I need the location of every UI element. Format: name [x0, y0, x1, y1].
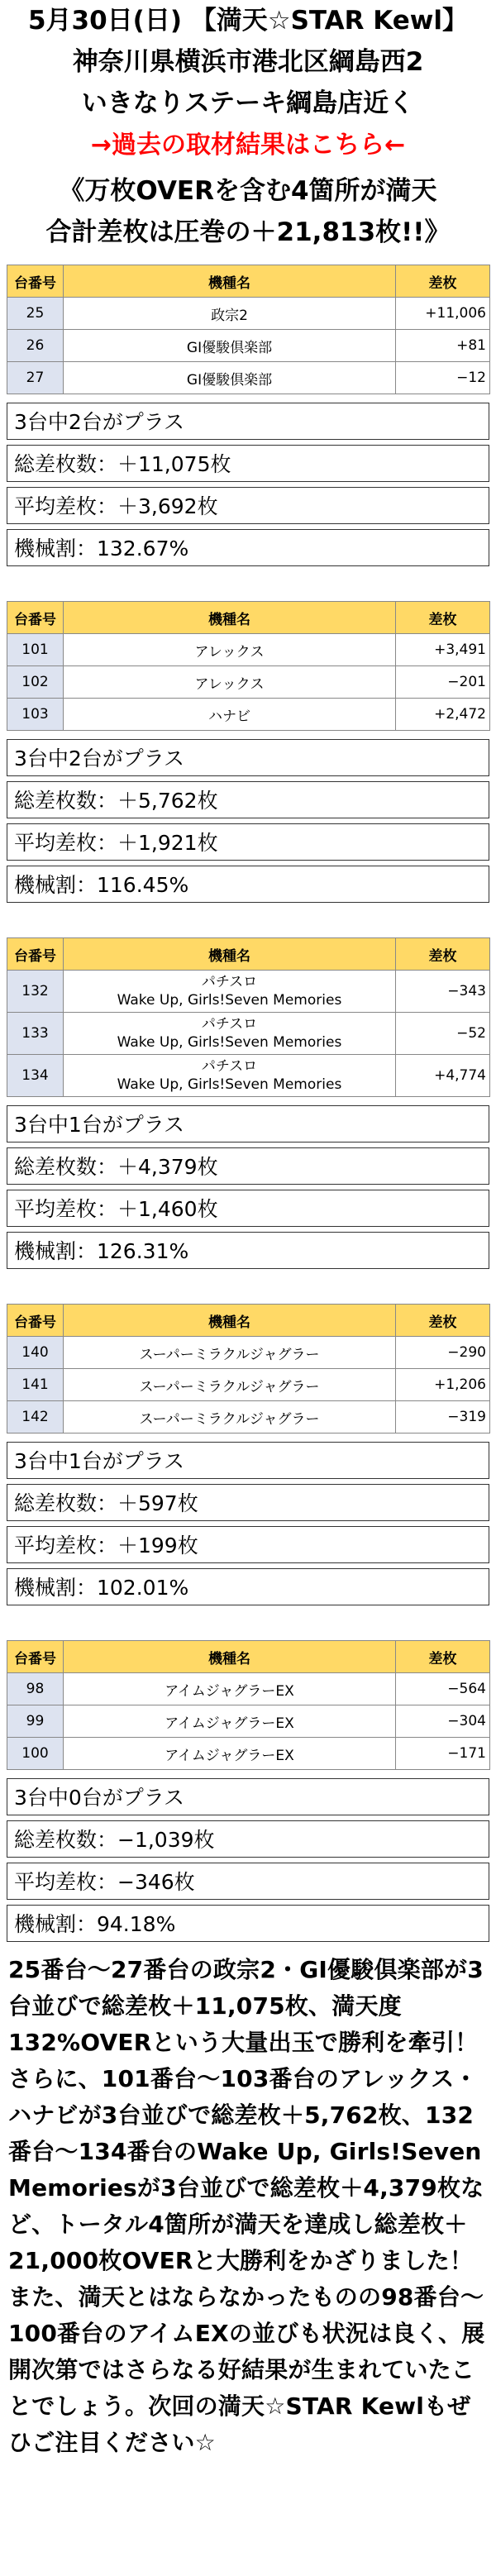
machine-diff: +81	[396, 330, 490, 362]
machine-name-line-2: Wake Up, Girls!Seven Memories	[117, 992, 342, 1009]
payout-rate: 機械割：102.01%	[7, 1568, 489, 1605]
machine-number: 103	[7, 699, 64, 731]
machine-number: 98	[7, 1673, 64, 1705]
col-header-diff: 差枚	[396, 602, 490, 634]
machine-name: 政宗2	[64, 298, 396, 330]
machine-number: 133	[7, 1013, 64, 1055]
average-diff: 平均差枚：＋199枚	[7, 1526, 489, 1563]
machine-diff: +11,006	[396, 298, 490, 330]
machine-name: アレックス	[64, 666, 396, 699]
machine-name	[64, 1055, 396, 1097]
machine-name: スーパーミラクルジャグラー	[64, 1401, 396, 1433]
machine-name: スーパーミラクルジャグラー	[64, 1369, 396, 1401]
summary-text: 25番台〜27番台の政宗2・GⅠ優駿倶楽部が3台並びで総差枚＋11,075枚、満天度132%OVERという大量出玉で勝利を牽引！さらに、101番台〜103番台のアレックス・ハナビが3台並びで総差枚＋5,762枚、132番台〜134番台のWake Up, Girls!Seven Memoriesが3台並びで総差枚＋4,379枚など、トータル4箇所が満天を達成し総差枚＋21,000枚OVERと大勝利をかざりました！また、満天とはならなかったものの98番台〜100番台のアイムEXの並びも状況は良く、展開次第ではさらなる好結果が生まれていたことでしょう。次回の満天☆STAR Kewlもぜひご注目ください☆	[8, 1956, 485, 2456]
machine-diff: −290	[396, 1337, 490, 1369]
payout-rate: 機械割：116.45%	[7, 866, 489, 903]
machine-diff: −564	[396, 1673, 490, 1705]
machine-diff: −52	[396, 1013, 490, 1055]
plus-count: 3台中1台がプラス	[7, 1442, 489, 1479]
machine-number: 101	[7, 634, 64, 666]
payout-rate: 機械割：132.67%	[7, 529, 489, 566]
machine-name: ハナビ	[64, 699, 396, 731]
table-row	[7, 1401, 490, 1433]
plus-count: 3台中1台がプラス	[7, 1105, 489, 1143]
machine-table	[7, 937, 490, 1097]
average-diff: 平均差枚：＋3,692枚	[7, 487, 489, 524]
machine-diff: +2,472	[396, 699, 490, 731]
col-header-no: 台番号	[7, 265, 64, 298]
machine-number: 134	[7, 1055, 64, 1097]
event-header	[7, 0, 489, 124]
table-header-row	[7, 602, 490, 634]
machine-name	[64, 971, 396, 1013]
table-row	[7, 1673, 490, 1705]
table-row	[7, 1705, 490, 1738]
average-diff: 平均差枚：−346枚	[7, 1863, 489, 1900]
col-header-diff: 差枚	[396, 1641, 490, 1673]
plus-count: 3台中2台がプラス	[7, 739, 489, 776]
table-row	[7, 1013, 490, 1055]
table-row	[7, 666, 490, 699]
machine-number: 25	[7, 298, 64, 330]
plus-count: 3台中0台がプラス	[7, 1778, 489, 1815]
total-diff: 総差枚数：＋5,762枚	[7, 781, 489, 818]
table-row	[7, 699, 490, 731]
col-header-diff: 差枚	[396, 1305, 490, 1337]
machine-number: 141	[7, 1369, 64, 1401]
machine-diff: −343	[396, 971, 490, 1013]
plus-count: 3台中2台がプラス	[7, 403, 489, 440]
machine-name-line-1: パチスロ	[201, 974, 258, 990]
machine-table	[7, 601, 490, 731]
table-row	[7, 330, 490, 362]
table-row	[7, 634, 490, 666]
machine-table	[7, 265, 490, 394]
machine-name	[64, 1013, 396, 1055]
total-diff: 総差枚数：＋597枚	[7, 1484, 489, 1521]
past-results-link[interactable]: →過去の取材結果はこちら←	[90, 131, 406, 160]
machine-name: アイムジャグラーEX	[64, 1738, 396, 1770]
machine-name: GI優駿倶楽部	[64, 330, 396, 362]
payout-rate: 機械割：94.18%	[7, 1905, 489, 1942]
event-date-title: 5月30日(日) 【満天☆STAR Kewl】	[27, 6, 469, 36]
result-headline	[7, 170, 489, 253]
machine-number: 27	[7, 362, 64, 394]
total-diff: 総差枚数：−1,039枚	[7, 1820, 489, 1858]
machine-number: 99	[7, 1705, 64, 1738]
col-header-name: 機種名	[64, 265, 396, 298]
table-row	[7, 971, 490, 1013]
machine-name: アイムジャグラーEX	[64, 1673, 396, 1705]
col-header-name: 機種名	[64, 1305, 396, 1337]
table-row	[7, 1369, 490, 1401]
col-header-diff: 差枚	[396, 265, 490, 298]
col-header-no: 台番号	[7, 1305, 64, 1337]
event-address: 神奈川県横浜市港北区綱島西2	[72, 47, 424, 77]
table-header-row	[7, 938, 490, 971]
col-header-no: 台番号	[7, 938, 64, 971]
col-header-no: 台番号	[7, 1641, 64, 1673]
machine-table	[7, 1640, 490, 1770]
machine-diff: −319	[396, 1401, 490, 1433]
machine-diff: −201	[396, 666, 490, 699]
machine-number: 26	[7, 330, 64, 362]
table-row	[7, 1738, 490, 1770]
total-diff: 総差枚数：＋4,379枚	[7, 1147, 489, 1185]
event-landmark: いきなりステーキ綱島店近く	[81, 88, 415, 118]
table-row	[7, 362, 490, 394]
machine-number: 140	[7, 1337, 64, 1369]
machine-diff: −12	[396, 362, 490, 394]
table-header-row	[7, 1305, 490, 1337]
payout-rate: 機械割：126.31%	[7, 1232, 489, 1269]
headline-line-2: 合計差枚は圧巻の＋21,813枚!!》	[45, 217, 451, 247]
machine-name-line-1: パチスロ	[201, 1058, 258, 1075]
machine-name: アイムジャグラーEX	[64, 1705, 396, 1738]
machine-name: アレックス	[64, 634, 396, 666]
average-diff: 平均差枚：＋1,460枚	[7, 1190, 489, 1227]
table-row	[7, 298, 490, 330]
machine-diff: +4,774	[396, 1055, 490, 1097]
table-header-row	[7, 265, 490, 298]
machine-name: GI優駿倶楽部	[64, 362, 396, 394]
col-header-name: 機種名	[64, 1641, 396, 1673]
machine-diff: +1,206	[396, 1369, 490, 1401]
machine-name: スーパーミラクルジャグラー	[64, 1337, 396, 1369]
machine-number: 102	[7, 666, 64, 699]
machine-number: 142	[7, 1401, 64, 1433]
col-header-name: 機種名	[64, 602, 396, 634]
table-row	[7, 1337, 490, 1369]
col-header-name: 機種名	[64, 938, 396, 971]
col-header-diff: 差枚	[396, 938, 490, 971]
table-header-row	[7, 1641, 490, 1673]
machine-diff: −304	[396, 1705, 490, 1738]
machine-name-line-2: Wake Up, Girls!Seven Memories	[117, 1034, 342, 1051]
machine-number: 100	[7, 1738, 64, 1770]
machine-name-line-2: Wake Up, Girls!Seven Memories	[117, 1076, 342, 1093]
table-row	[7, 1055, 490, 1097]
col-header-no: 台番号	[7, 602, 64, 634]
machine-table	[7, 1304, 490, 1433]
average-diff: 平均差枚：＋1,921枚	[7, 823, 489, 861]
machine-diff: +3,491	[396, 634, 490, 666]
headline-line-1: 《万枚OVERを含む4箇所が満天	[59, 176, 437, 206]
machine-diff: −171	[396, 1738, 490, 1770]
machine-number: 132	[7, 971, 64, 1013]
total-diff: 総差枚数：＋11,075枚	[7, 445, 489, 482]
machine-name-line-1: パチスロ	[201, 1016, 258, 1033]
